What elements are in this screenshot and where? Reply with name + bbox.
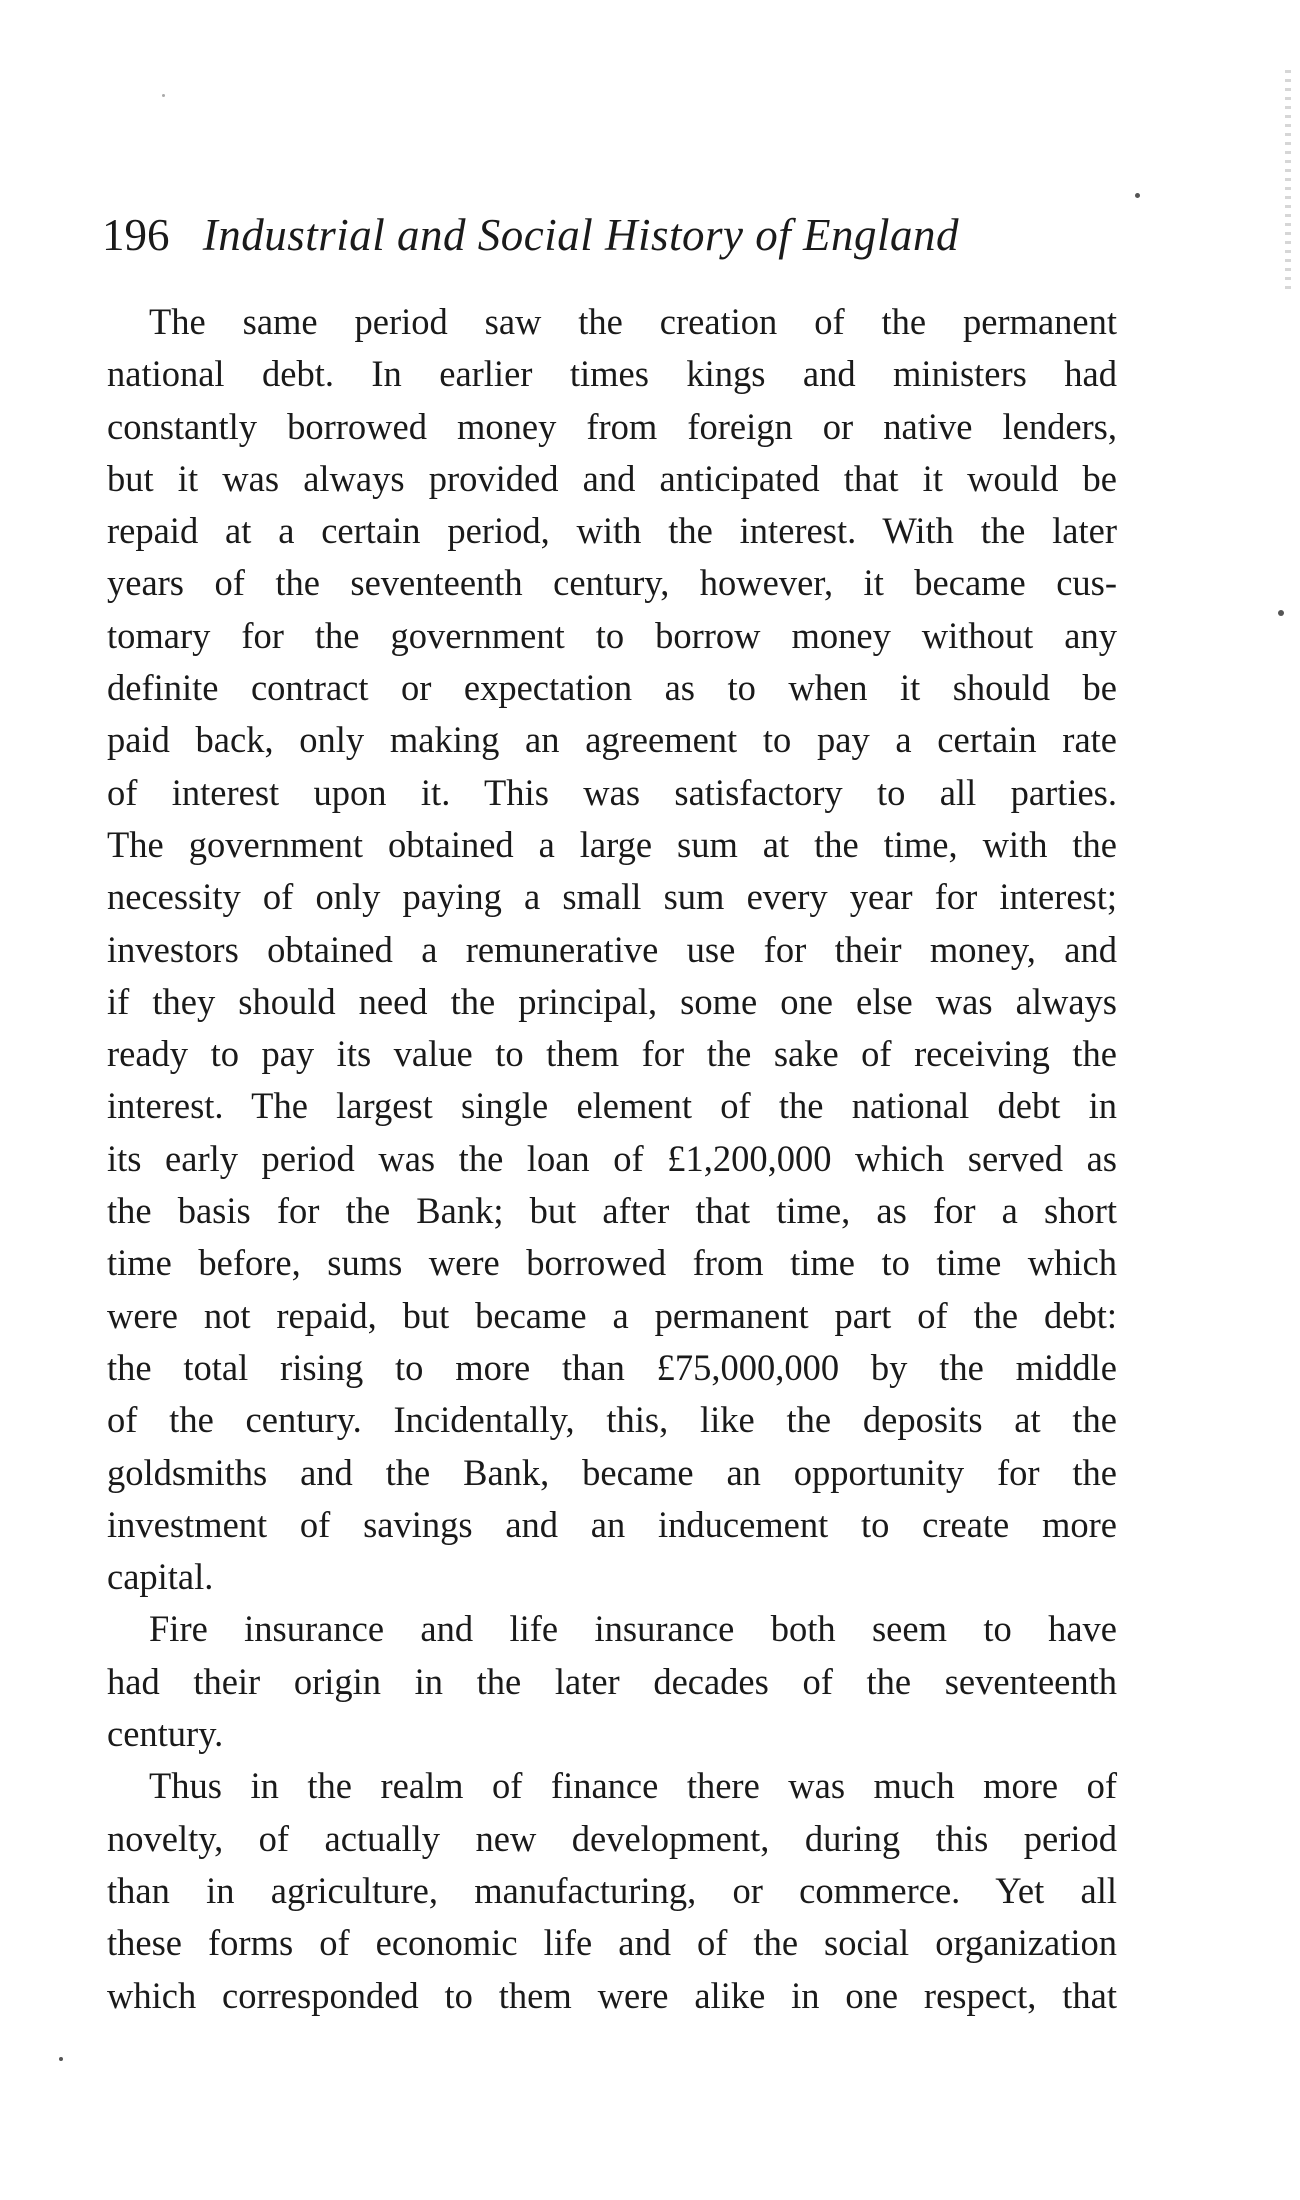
text-line: of interest upon it. This was satisfactory to all parties. (107, 771, 1117, 813)
text-line: repaid at a certain period, with the interest. With the later (107, 510, 1117, 552)
text-line: these forms of economic life and of the social organization (107, 1922, 1117, 1964)
text-line: definite contract or expectation as to when it should be (107, 667, 1117, 709)
text-line: The same period saw the creation of the permanent (149, 301, 1117, 342)
text-line: interest. The largest single element of the national debt in (107, 1085, 1117, 1127)
text-line: its early period was the loan of £1,200,000 which served as (107, 1137, 1117, 1179)
page-number: 196 (102, 210, 170, 260)
text-line: necessity of only paying a small sum every year for interest; (107, 876, 1117, 918)
text-line: than in agriculture, manufacturing, or commerce. Yet all (107, 1869, 1117, 1911)
text-line: tomary for the government to borrow money without any (107, 614, 1117, 656)
body-text (107, 296, 1117, 2022)
text-line: but it was always provided and anticipated that it would be (107, 457, 1117, 499)
text-line: novelty, of actually new development, during this period (107, 1817, 1117, 1859)
scan-speck (1135, 193, 1140, 198)
scan-speck (1278, 610, 1284, 616)
running-title: Industrial and Social History of England (202, 210, 959, 260)
text-line: were not repaid, but became a permanent part of the debt: (107, 1294, 1117, 1336)
text-line: ready to pay its value to them for the sake of receiving the (107, 1033, 1117, 1075)
text-line: if they should need the principal, some one else was always (107, 980, 1117, 1022)
text-line: The government obtained a large sum at the time, with the (107, 823, 1117, 865)
text-line: time before, sums were borrowed from time to time which (107, 1242, 1117, 1284)
scan-speck (162, 94, 165, 97)
text-line: had their origin in the later decades of the seventeenth (107, 1660, 1117, 1702)
paragraph-3 (107, 1760, 1117, 2021)
text-line: Fire insurance and life insurance both seem to have (149, 1608, 1117, 1650)
text-line: paid back, only making an agreement to pay a certain rate (107, 719, 1117, 761)
scan-speck (59, 2057, 63, 2061)
text-line: the basis for the Bank; but after that time, as for a short (107, 1190, 1117, 1232)
paragraph-1 (107, 296, 1117, 1603)
text-line: constantly borrowed money from foreign or native lenders, (107, 405, 1117, 447)
text-line: of the century. Incidentally, this, like the deposits at the (107, 1399, 1117, 1441)
paragraph-2 (107, 1603, 1117, 1760)
text-line: century. (107, 1713, 224, 1755)
text-line: capital. (107, 1556, 214, 1598)
text-line: investment of savings and an inducement to create more (107, 1503, 1117, 1545)
text-line: which corresponded to them were alike in one respect, that (107, 1974, 1117, 2016)
scan-edge-noise (1285, 70, 1291, 290)
running-head (102, 200, 1122, 270)
text-line: years of the seventeenth century, however, it became cus- (107, 562, 1117, 604)
text-line: investors obtained a remunerative use for their money, and (107, 928, 1117, 970)
text-line: the total rising to more than £75,000,000 by the middle (107, 1346, 1117, 1388)
text-line: national debt. In earlier times kings and ministers had (107, 353, 1117, 395)
text-line: Thus in the realm of finance there was much more of (149, 1765, 1117, 1807)
text-line: goldsmiths and the Bank, became an opportunity for the (107, 1451, 1117, 1493)
